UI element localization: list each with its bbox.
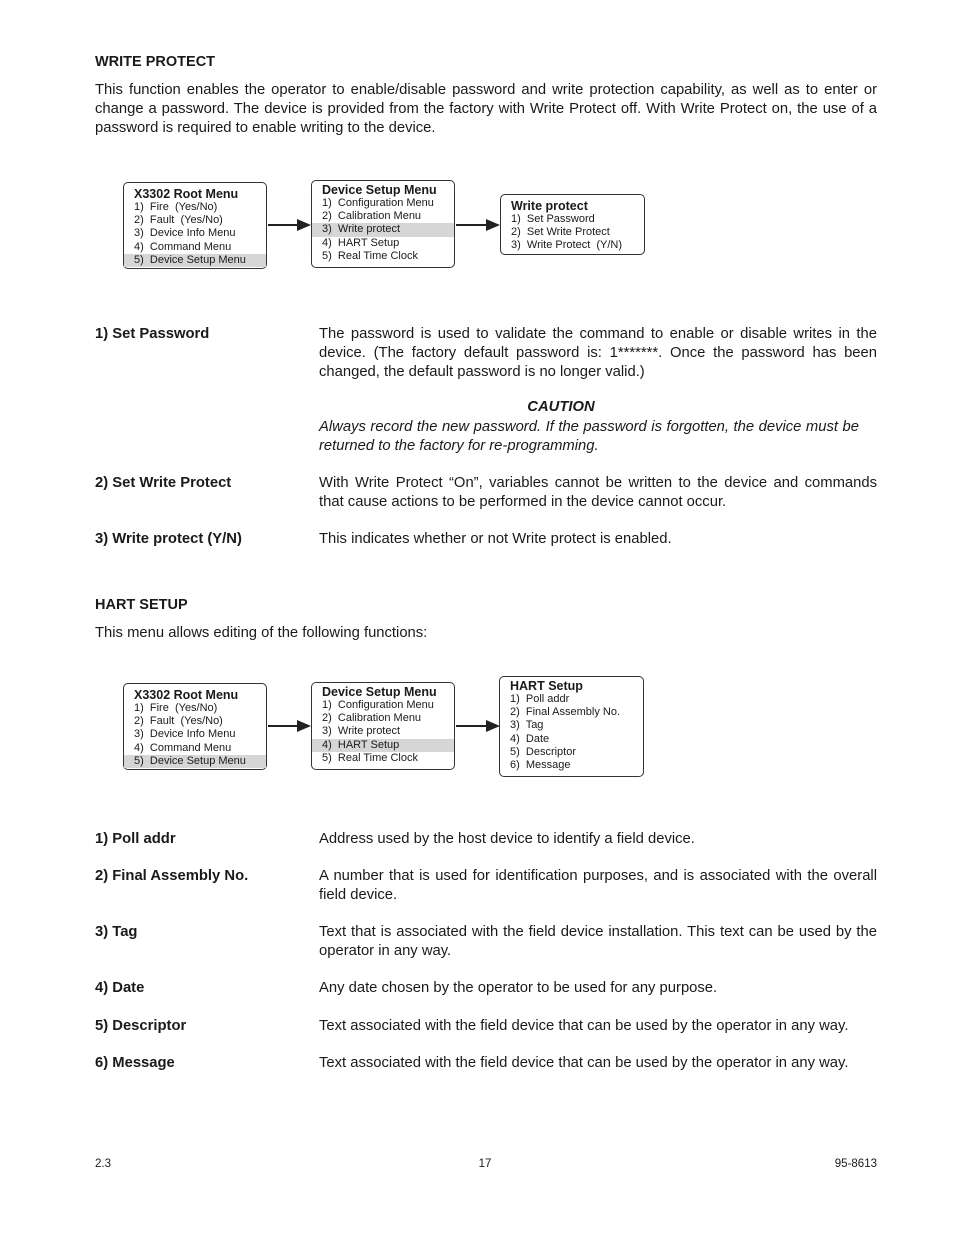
hart-setup-menu-item: 2) Final Assembly No. bbox=[510, 706, 621, 719]
device-setup-menu-title: Device Setup Menu bbox=[322, 685, 437, 699]
definition-label: 1) Poll addr bbox=[95, 831, 176, 847]
root-menu-item: 3) Device Info Menu bbox=[134, 227, 236, 240]
root-menu-item: 2) Fault (Yes/No) bbox=[134, 214, 223, 227]
definition-label: 2) Set Write Protect bbox=[95, 475, 232, 491]
hart-setup-menu-item: 4) Date bbox=[510, 732, 550, 745]
definition-label: 6) Message bbox=[95, 1055, 175, 1071]
definition-label: 4) Date bbox=[95, 980, 145, 996]
definition-text: With Write Protect “On”, variables cannot be written to the device and commands that cause actions to be performed in the device cannot occur. bbox=[319, 475, 877, 510]
definition-label: 3) Write protect (Y/N) bbox=[95, 531, 242, 547]
device-setup-menu-item-selected: 3) Write protect bbox=[312, 223, 454, 236]
definition-text: Address used by the host device to identify a field device. bbox=[319, 831, 695, 847]
device-setup-menu-item: 2) Calibration Menu bbox=[322, 712, 422, 725]
write-protect-menu-item: 2) Set Write Protect bbox=[511, 226, 610, 239]
hart-setup-menu-box bbox=[499, 676, 644, 777]
root-menu-item-selected: 5) Device Setup Menu bbox=[124, 254, 266, 267]
root-menu-item: 4) Command Menu bbox=[134, 741, 232, 754]
device-setup-menu-item: 5) Real Time Clock bbox=[322, 751, 418, 764]
footer-document-number: 95-8613 bbox=[834, 1158, 877, 1170]
root-menu-box bbox=[123, 683, 267, 770]
arrow-right-icon bbox=[268, 224, 309, 226]
root-menu-item: 4) Command Menu bbox=[134, 240, 232, 253]
root-menu-item: 3) Device Info Menu bbox=[134, 728, 236, 741]
device-setup-menu-item: 5) Real Time Clock bbox=[322, 249, 418, 262]
device-setup-menu-item: 2) Calibration Menu bbox=[322, 210, 422, 223]
definition-text: Text associated with the field device that can be used by the operator in any way. bbox=[319, 1055, 849, 1071]
hart-setup-menu-item: 3) Tag bbox=[510, 719, 544, 732]
hart-setup-menu-item: 5) Descriptor bbox=[510, 745, 577, 758]
definition-text: This indicates whether or not Write protect is enabled. bbox=[319, 531, 672, 547]
root-menu-title: X3302 Root Menu bbox=[134, 688, 239, 702]
device-setup-menu-item: 1) Configuration Menu bbox=[322, 699, 434, 711]
device-setup-menu-item: 4) HART Setup bbox=[322, 236, 400, 249]
definition-text: Any date chosen by the operator to be used for any purpose. bbox=[319, 980, 718, 996]
definition-text: Text associated with the field device that can be used by the operator in any way. bbox=[319, 1018, 849, 1034]
device-setup-menu-item: 1) Configuration Menu bbox=[322, 197, 434, 209]
root-menu-title: X3302 Root Menu bbox=[134, 187, 239, 201]
arrow-right-icon bbox=[456, 725, 498, 727]
write-protect-menu-item: 1) Set Password bbox=[511, 213, 595, 225]
device-setup-menu-item: 3) Write protect bbox=[322, 725, 401, 738]
section-heading-write-protect: WRITE PROTECT bbox=[95, 54, 216, 70]
write-protect-menu-title: Write protect bbox=[511, 199, 588, 213]
section-heading-hart-setup: HART SETUP bbox=[95, 597, 188, 613]
write-protect-intro: This function enables the operator to enable/disable password and write protection capability, as well as to enter or change a password. The device is provided from the factory with Write Protect off. With Write Protect on, the use of a password is required to enable writing to the device. bbox=[95, 82, 877, 136]
definition-label: 1) Set Password bbox=[95, 326, 210, 342]
definition-text: The password is used to validate the command to enable or disable writes in the device. (The factory default password is: 1*******. Once the password has been changed, the default password is no longer valid.) bbox=[319, 326, 877, 380]
hart-setup-menu-item: 1) Poll addr bbox=[510, 693, 570, 705]
caution-text: Always record the new password. If the password is forgotten, the device must be returned to the factory for re-programming. bbox=[319, 419, 859, 454]
device-setup-menu-item-selected: 4) HART Setup bbox=[312, 739, 454, 752]
hart-setup-menu-item: 6) Message bbox=[510, 759, 571, 772]
root-menu-item-selected: 5) Device Setup Menu bbox=[124, 755, 266, 768]
page-number: 17 bbox=[478, 1158, 492, 1170]
arrow-right-icon bbox=[268, 725, 309, 727]
definition-text: A number that is used for identification purposes, and is associated with the overall field device. bbox=[319, 868, 877, 903]
root-menu-item: 1) Fire (Yes/No) bbox=[134, 201, 218, 213]
root-menu-item: 2) Fault (Yes/No) bbox=[134, 715, 223, 728]
root-menu-item: 1) Fire (Yes/No) bbox=[134, 702, 218, 714]
definition-text: Text that is associated with the field device installation. This text can be used by the operator in any way. bbox=[319, 924, 877, 959]
device-setup-menu-box bbox=[311, 180, 455, 268]
write-protect-menu-box bbox=[500, 194, 645, 255]
root-menu-box bbox=[123, 182, 267, 269]
arrow-right-icon bbox=[456, 224, 498, 226]
definition-label: 5) Descriptor bbox=[95, 1018, 187, 1034]
footer-revision: 2.3 bbox=[95, 1158, 111, 1170]
hart-setup-menu-title: HART Setup bbox=[510, 679, 583, 693]
hart-setup-intro: This menu allows editing of the following functions: bbox=[95, 625, 428, 641]
definition-label: 2) Final Assembly No. bbox=[95, 868, 249, 884]
caution-title: CAUTION bbox=[527, 399, 595, 415]
definition-label: 3) Tag bbox=[95, 924, 138, 940]
device-setup-menu-box bbox=[311, 682, 455, 770]
device-setup-menu-title: Device Setup Menu bbox=[322, 183, 437, 197]
write-protect-menu-item: 3) Write Protect (Y/N) bbox=[511, 239, 623, 252]
